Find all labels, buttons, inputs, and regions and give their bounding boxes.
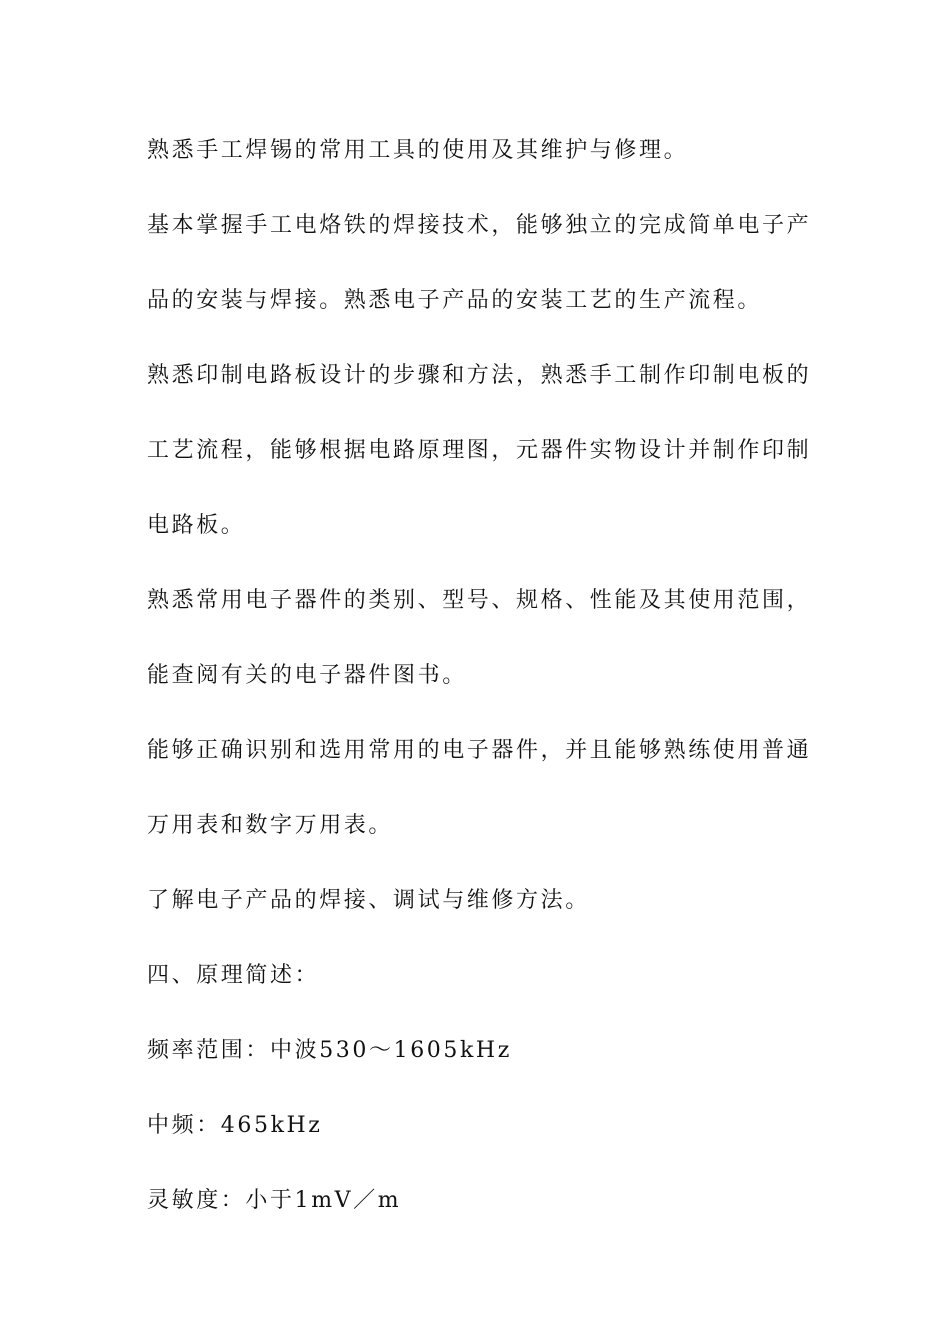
text-line: 了解电子产品的焊接、调试与维修方法。 bbox=[147, 888, 590, 913]
text-line: 能够正确识别和选用常用的电子器件，并且能够熟练使用普通 bbox=[147, 738, 812, 763]
spec-line: 灵敏度：小于1mV／m bbox=[147, 1188, 402, 1213]
spec-line: 中频：465kHz bbox=[147, 1113, 323, 1138]
spec-line: 频率范围：中波530～1605kHz bbox=[147, 1038, 512, 1063]
text-line: 基本掌握手工电烙铁的焊接技术，能够独立的完成简单电子产 bbox=[147, 213, 812, 238]
text-line: 品的安装与焊接。熟悉电子产品的安装工艺的生产流程。 bbox=[147, 288, 763, 313]
text-line: 电路板。 bbox=[147, 513, 246, 538]
text-line: 熟悉常用电子器件的类别、型号、规格、性能及其使用范围， bbox=[147, 588, 812, 613]
text-line: 万用表和数字万用表。 bbox=[147, 813, 394, 838]
text-line: 熟悉印制电路板设计的步骤和方法，熟悉手工制作印制电板的 bbox=[147, 363, 812, 388]
text-line: 工艺流程，能够根据电路原理图，元器件实物设计并制作印制 bbox=[147, 438, 812, 463]
text-line: 能查阅有关的电子器件图书。 bbox=[147, 663, 467, 688]
section-heading: 四、原理简述： bbox=[147, 963, 320, 988]
text-line: 熟悉手工焊锡的常用工具的使用及其维护与修理。 bbox=[147, 138, 689, 163]
